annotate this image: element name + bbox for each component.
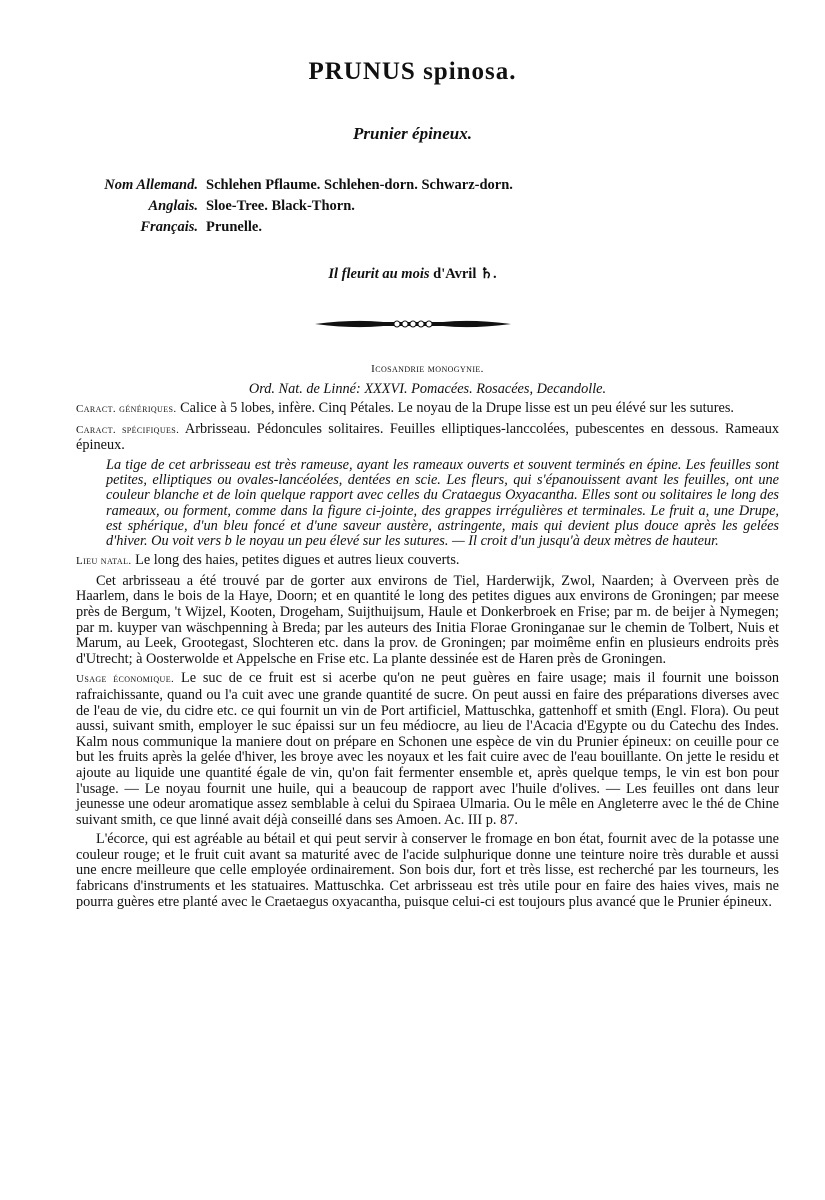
economic-use-label: Usage économique. <box>76 673 175 686</box>
native-habitat-label: Lieu natal. <box>76 555 132 568</box>
native-habitat-text: Le long des haies, petites digues et autres lieux couverts. <box>135 552 460 569</box>
name-label: Anglais. <box>148 198 198 214</box>
perennial-symbol: ♄. <box>479 266 497 282</box>
economic-use-text: Le suc de ce fruit est si acerbe qu'on ne peut guères en faire usage; mais il fournit une boisson rafraichissante, quand ou l'a cuit avec une grande quantité de sucre. On peut aussi en faire des préparations diverses avec de l'eau de vie, du cidre etc. ce qui fournit un vin de Port artificiel, Mattuschka, gattenhoff et smith (Engl. Flora). Ou peut aussi, suivant smith, employer le suc épaissi sur un feu médiocre, au lieu de l'Acacia d'Egypte ou du Catechu des Indes. Kalm nous communique la maniere dout on prépare en Schonen une espèce de vin du Prunier épineux: on ceuille pour ce but les fruits après la gelée d'hiver, les broye avec les noyaux et les fait cuire avec de l'eau bouillante. On jette le residu et ajoute au liquide une quantité égale de vin, qu'on fait fermenter ensemble et, après quelque temps, le vin est bon pour l'usage. — Le noyau fournit une huile, qui a beaucoup de rapport avec l'huile d'olives. — Les feuilles ont dans leur jeunesse une odeur aromatique assez semblable à celui du Spiraea Ulmaria. Ou le mêle en Angleterre avec le thé de Chine suivant smith, ce que linné avait déjà conseillé dans ses Amoen. Ac. III p. 87. <box>76 670 779 828</box>
page-body <box>76 362 779 914</box>
name-row-french <box>80 219 513 240</box>
name-label: Nom Allemand. <box>104 177 198 193</box>
name-row-english <box>80 198 513 219</box>
generic-characters-label: Caract. génériques. <box>76 403 177 416</box>
economic-use <box>76 671 779 828</box>
name-row-german <box>80 177 513 198</box>
flowering-line <box>0 266 825 283</box>
bark-paragraph: L'écorce, qui est agréable au bétail et qui peut servir à conserver le fromage en bon état, fournit avec de la potasse une couleur rouge; et le fruit cuit avant sa maturité avec de l'acide sulphurique donne une teinture noire très durable et aussi une encre meilleure que celle employée ordinairement. Son bois dur, fort et très lisse, est recherché par les tourneurs, les fabricans d'instruments et les statuaires. Mattuschka. Cet arbrisseau est très utile pour en faire des haies vives, mais ne pourra guères etre planté avec le Craetaegus oxyacantha, puisque celui-ci est toujours plus avancé que le Prunier épineux. <box>76 831 779 910</box>
name-value: Sloe-Tree. Black-Thorn. <box>206 198 355 214</box>
specific-characters-label: Caract. spécifiques. <box>76 423 180 436</box>
flowering-text: Il fleurit au mois <box>328 266 430 282</box>
specific-characters-text: Arbrisseau. Pédoncules solitaires. Feuilles elliptiques-lanccolées, pubescentes en dessous. Rameaux épineux. <box>76 420 779 454</box>
name-value: Schlehen Pflaume. Schlehen-dorn. Schwarz-dorn. <box>206 177 513 193</box>
name-value: Prunelle. <box>206 219 262 235</box>
page-subtitle: Prunier épineux. <box>352 124 473 143</box>
natural-order: Ord. Nat. de Linné: XXXVI. Pomacées. Rosacées, Decandolle. <box>248 380 607 397</box>
generic-characters-text: Calice à 5 lobes, infère. Cinq Pétales. Le noyau de la Drupe lisse est un peu élévé sur les sutures. <box>180 400 734 417</box>
description-paragraph: La tige de cet arbrisseau est très rameuse, ayant les rameaux ouverts et souvent terminés en épine. Les feuilles sont petites, elliptiques ou ovales-lancéolées, dentées en scie. Les fleurs, qui s'épanouissent avant les feuilles, ont une couleur blanche et de loin quelque rapport avec celles du Crataegus Oxyacantha. Elles sont ou solitaires le long des rameaux, ou forment, comme dans la figure ci-jointe, des grappes irrégulières et terminales. Le fruit a, une Drupe, est sphérique, d'un bleu foncé et d'une saveur austère, astringente, mais qui devient plus douce après les gelées d'hiver. Ou voit vers b le noyau un peu élevé sur les sutures. — Il croit d'un jusqu'à deux mètres de hauteur. <box>106 456 779 549</box>
native-habitat <box>76 553 779 570</box>
locations-paragraph: Cet arbrisseau a été trouvé par de gorter aux environs de Tiel, Harderwijk, Zwol, Naarden; à Overveen près de Haarlem, dans le bois de la Haye, Doorn; et en quantité le long des petites digues aux environs de Groningen; par meese près de Bergum, 't Wijzel, Kooten, Drogeham, Suijthuijsum, Haule et Donkerbroek en Frise; par m. de beijer à Nymegen; par m. kuyper van wäschpenning à Breda; par les auteurs des Initia Florae Groninganae sur le chemin de Tolbert, Nuis et Marum, au Leek, Grootegast, Slochteren etc. dans la prov. de Groningen; par moimême enfin en plusieurs endroits près d'Utrecht; à Oosterwolde et Appelsche en Frise etc. La plante dessinée est de Haren près de Groningen. <box>76 572 779 667</box>
linnaean-class: Icosandrie monogynie. <box>371 363 484 375</box>
generic-characters <box>76 401 779 418</box>
flowering-month: d'Avril <box>433 266 477 282</box>
page-title: PRUNUS spinosa. <box>308 58 517 85</box>
name-label: Français. <box>140 219 198 235</box>
ornament-divider-icon <box>313 316 513 332</box>
common-names <box>80 177 513 240</box>
specific-characters <box>76 422 779 454</box>
